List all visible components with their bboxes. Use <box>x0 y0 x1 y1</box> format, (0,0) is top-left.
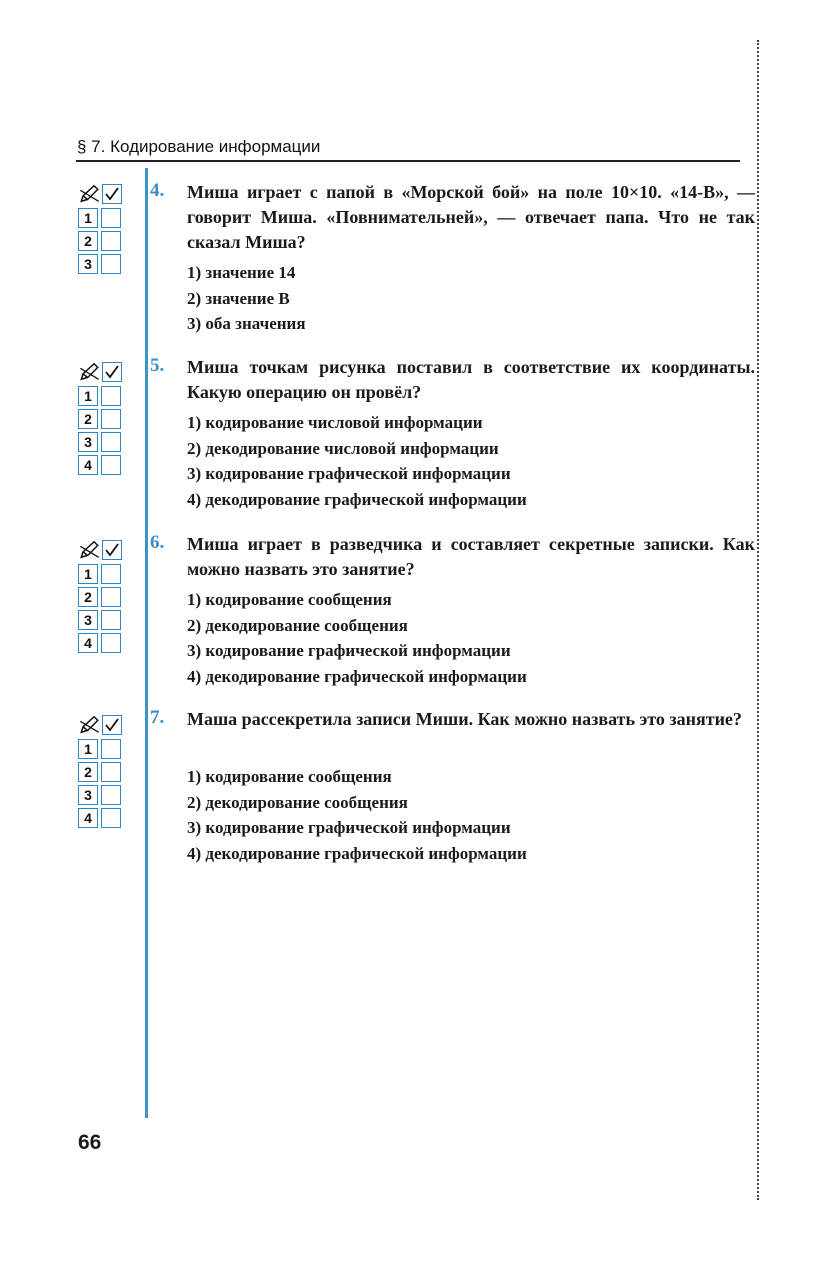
option-item: 2) декодирование сообщения <box>187 792 408 812</box>
answer-panel-task-6 <box>78 538 130 654</box>
answer-checkbox[interactable] <box>101 208 121 228</box>
option-item: 1) кодирование числовой информации <box>187 413 483 432</box>
checkmark-box[interactable] <box>102 362 122 382</box>
option-item: 1) значение 14 <box>187 263 296 282</box>
page-number: 66 <box>78 1131 102 1154</box>
answer-checkbox[interactable] <box>101 633 121 653</box>
checkmark-icon <box>104 717 120 733</box>
answer-panel-task-7 <box>78 713 130 829</box>
answer-checkbox[interactable] <box>101 808 121 828</box>
option-number: 1 <box>78 208 98 228</box>
pencil-icon <box>78 183 101 205</box>
option-item: 4) декодирование графической информации <box>187 666 527 686</box>
answer-option-2 <box>78 760 130 783</box>
option-number: 3 <box>78 785 98 805</box>
option-number: 1 <box>78 564 98 584</box>
checkmark-icon <box>104 542 120 558</box>
task-question: Миша играет в разведчика и составляет секретные записки. Как можно назвать это занятие? <box>187 534 755 579</box>
options-list <box>187 260 306 337</box>
answer-option-1 <box>78 737 130 760</box>
task-question: Маша рассекретила записи Миши. Как можно назвать это занятие? <box>187 709 742 729</box>
option-item: 2) декодирование числовой информации <box>187 438 499 458</box>
options-list <box>187 587 527 689</box>
pencil-icon <box>78 539 101 561</box>
answer-checkbox[interactable] <box>101 762 121 782</box>
option-item: 2) декодирование сообщения <box>187 615 408 635</box>
pencil-icon <box>78 361 101 383</box>
answer-panel-task-4 <box>78 182 130 275</box>
pencil-icon <box>78 714 101 736</box>
options-list <box>187 764 527 866</box>
section-header: § 7. Кодирование информации <box>77 137 321 156</box>
answer-option-2 <box>78 585 130 608</box>
answer-option-1 <box>78 562 130 585</box>
perforation-line <box>757 40 759 1200</box>
checkmark-icon <box>104 364 120 380</box>
option-number: 1 <box>78 386 98 406</box>
option-number: 2 <box>78 231 98 251</box>
answer-option-2 <box>78 407 130 430</box>
answer-checkbox[interactable] <box>101 386 121 406</box>
answer-panel-task-5 <box>78 360 130 476</box>
answer-checkbox[interactable] <box>101 231 121 251</box>
answer-checkbox[interactable] <box>101 432 121 452</box>
checkmark-icon <box>104 186 120 202</box>
answer-checkbox[interactable] <box>101 610 121 630</box>
option-item: 3) кодирование графической информации <box>187 464 511 483</box>
answer-option-1 <box>78 384 130 407</box>
checkmark-box[interactable] <box>102 715 122 735</box>
options-list <box>187 410 527 512</box>
option-item: 2) значение В <box>187 288 290 308</box>
option-number: 3 <box>78 432 98 452</box>
option-item: 1) кодирование сообщения <box>187 590 392 609</box>
task-question: Миша играет с папой в «Морской бой» на поле 10×10. «14-В», — говорит Миша. «Повнимательней», — отвечает папа. Что не так сказал Миша? <box>187 182 755 252</box>
option-number: 3 <box>78 254 98 274</box>
margin-divider <box>145 168 148 1118</box>
answer-checkbox[interactable] <box>101 409 121 429</box>
option-item: 3) кодирование графической информации <box>187 818 511 837</box>
task-question: Миша точкам рисунка поставил в соответствие их координаты. Какую операцию он провёл? <box>187 357 755 402</box>
answer-option-3 <box>78 783 130 806</box>
answer-checkbox[interactable] <box>101 739 121 759</box>
option-number: 1 <box>78 739 98 759</box>
option-item: 3) кодирование графической информации <box>187 641 511 660</box>
task-number: 7. <box>150 707 165 728</box>
option-number: 2 <box>78 762 98 782</box>
option-number: 4 <box>78 455 98 475</box>
answer-option-4 <box>78 631 130 654</box>
answer-option-3 <box>78 252 130 275</box>
answer-checkbox[interactable] <box>101 587 121 607</box>
task-number: 5. <box>150 355 165 376</box>
option-item: 4) декодирование графической информации <box>187 843 527 863</box>
answer-option-4 <box>78 806 130 829</box>
answer-checkbox[interactable] <box>101 785 121 805</box>
checkmark-box[interactable] <box>102 540 122 560</box>
task-number: 6. <box>150 532 165 553</box>
checkmark-box[interactable] <box>102 184 122 204</box>
answer-checkbox[interactable] <box>101 254 121 274</box>
answer-option-4 <box>78 453 130 476</box>
answer-checkbox[interactable] <box>101 564 121 584</box>
option-number: 4 <box>78 808 98 828</box>
option-item: 3) оба значения <box>187 314 306 333</box>
answer-option-3 <box>78 608 130 631</box>
answer-checkbox[interactable] <box>101 455 121 475</box>
answer-option-3 <box>78 430 130 453</box>
option-number: 3 <box>78 610 98 630</box>
option-number: 2 <box>78 587 98 607</box>
task-number: 4. <box>150 180 165 201</box>
option-item: 1) кодирование сообщения <box>187 767 392 786</box>
header-divider <box>76 160 740 162</box>
answer-option-2 <box>78 229 130 252</box>
answer-option-1 <box>78 206 130 229</box>
option-number: 2 <box>78 409 98 429</box>
option-number: 4 <box>78 633 98 653</box>
option-item: 4) декодирование графической информации <box>187 489 527 509</box>
